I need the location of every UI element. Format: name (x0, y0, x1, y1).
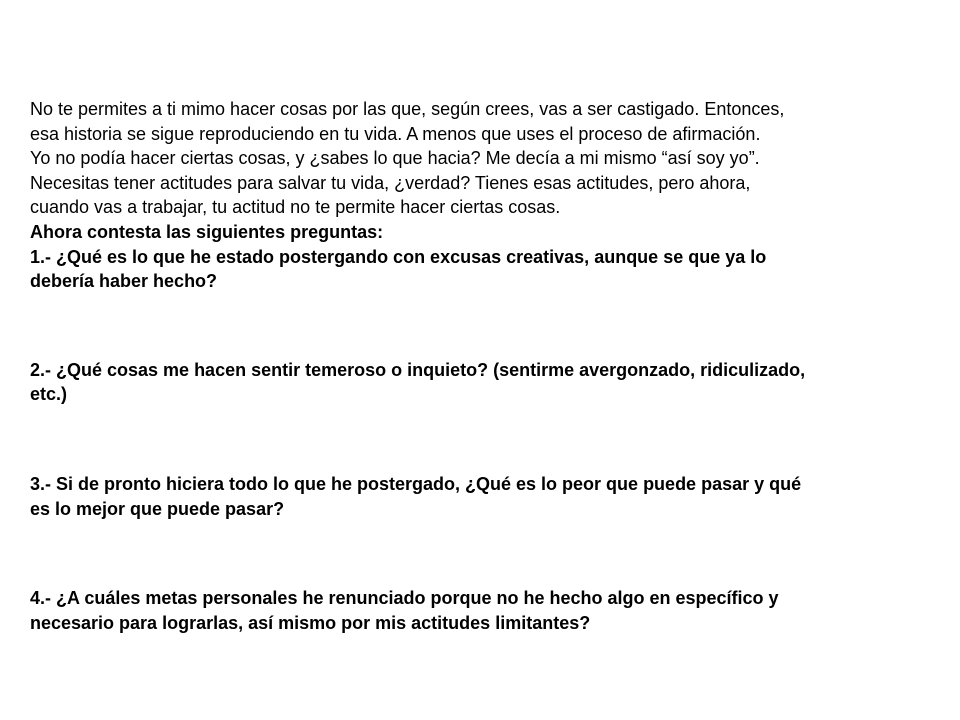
slide-content (30, 97, 945, 635)
question-1-line-1: 1.- ¿Qué es lo que he estado postergando con excusas creativas, aunque se que ya lo (30, 246, 767, 267)
question-4 (30, 586, 945, 635)
intro-paragraph (30, 97, 945, 220)
intro-line-3: Yo no podía hacer ciertas cosas, y ¿sabes lo que hacia? Me decía a mi mismo “así soy yo”. (30, 148, 760, 169)
question-4-line-1: 4.- ¿A cuáles metas personales he renunciado porque no he hecho algo en específico y (30, 588, 779, 609)
questions-prompt: Ahora contesta las siguientes preguntas: (30, 221, 384, 242)
question-3-line-2: es lo mejor que puede pasar? (30, 498, 285, 519)
question-3-line-1: 3.- Si de pronto hiciera todo lo que he postergado, ¿Qué es lo peor que puede pasar y qué (30, 473, 802, 494)
question-4-line-2: necesario para lograrlas, así mismo por mis actitudes limitantes? (30, 612, 591, 633)
question-2-line-1: 2.- ¿Qué cosas me hacen sentir temeroso o inquieto? (sentirme avergonzado, ridiculizado, (30, 359, 806, 380)
question-1-line-2: debería haber hecho? (30, 271, 218, 292)
intro-line-4: Necesitas tener actitudes para salvar tu vida, ¿verdad? Tienes esas actitudes, pero ahora, (30, 172, 751, 193)
intro-line-5: cuando vas a trabajar, tu actitud no te permite hacer ciertas cosas. (30, 197, 561, 218)
intro-line-1: No te permites a ti mimo hacer cosas por las que, según crees, vas a ser castigado. Entonces, (30, 99, 785, 119)
question-2-line-2: etc.) (30, 384, 68, 405)
intro-line-2: esa historia se sigue reproduciendo en tu vida. A menos que uses el proceso de afirmación. (30, 123, 761, 144)
question-3 (30, 472, 945, 521)
question-1 (30, 245, 945, 294)
question-2 (30, 358, 945, 407)
